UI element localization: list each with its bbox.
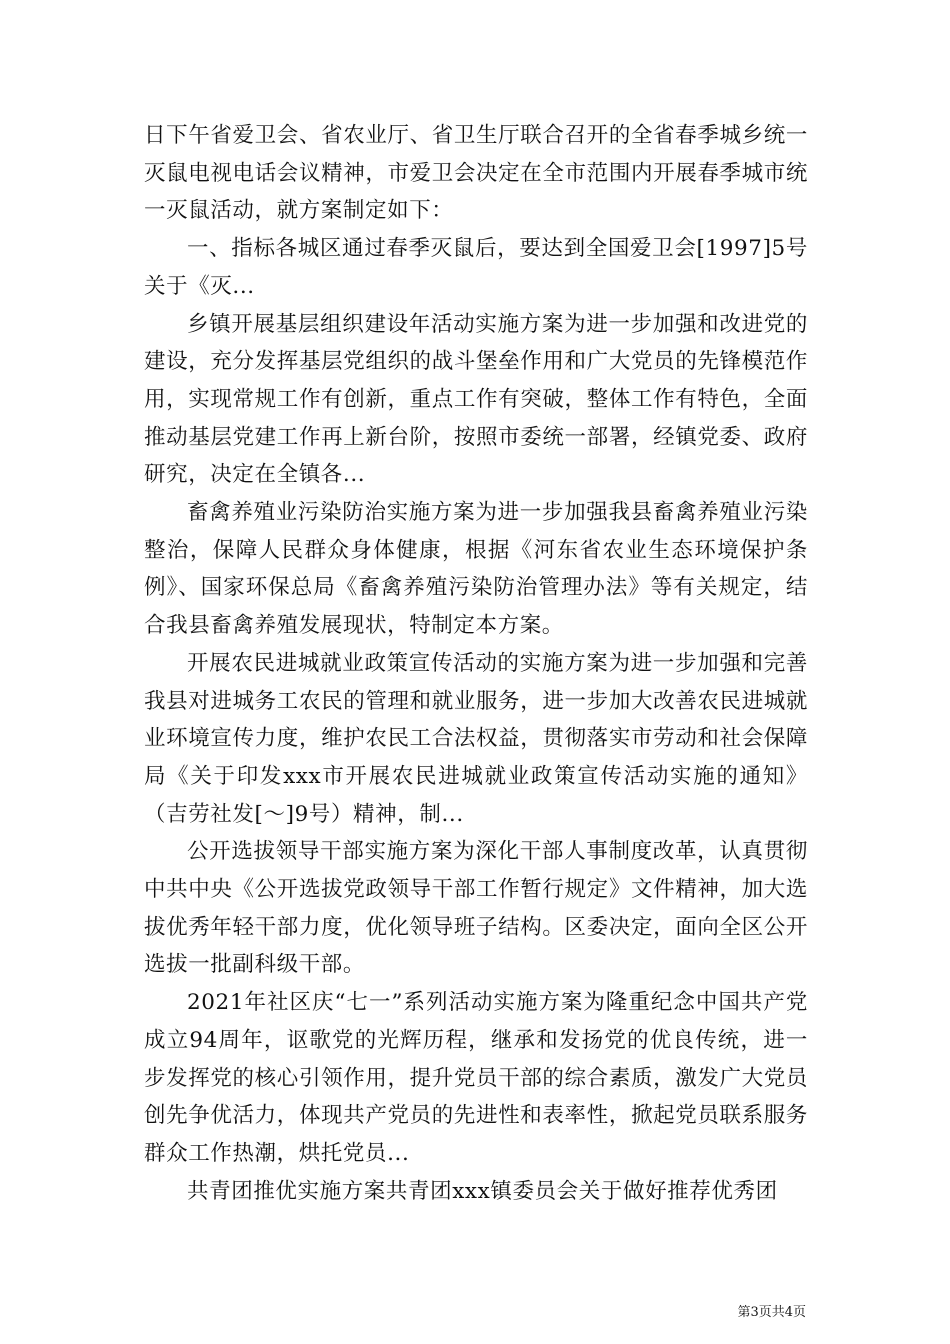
paragraph-cadre-selection: 公开选拔领导干部实施方案为深化干部人事制度改革，认真贯彻中共中央《公开选拔党政领导干部工作暂行规定》文件精神，加大选拔优秀年轻干部力度，优化领导班子结构。区委决定，面向全区公开选拔一批副科级干部。	[144, 839, 808, 978]
paragraph-rodent-control-targets: 一、指标各城区通过春季灭鼠后，要达到全国爱卫会[1997]5号关于《灭...	[144, 236, 808, 299]
paragraph-july-first-activities: 2021年社区庆“七一”系列活动实施方案为隆重纪念中国共产党成立94周年，讴歌党的光辉历程，继承和发扬党的优良传统，进一步发挥党的核心引领作用，提升党员干部的综合素质，激发广大党员创先争优活力，体现共产党员的先进性和表率性，掀起党员联系服务群众工作热潮，烘托党员...	[144, 990, 808, 1166]
document-body	[144, 117, 808, 1210]
paragraph-youth-league: 共青团推优实施方案共青团xxx镇委员会关于做好推荐优秀团	[187, 1178, 778, 1204]
paragraph-continuation: 日下午省爱卫会、省农业厅、省卫生厅联合召开的全省春季城乡统一灭鼠电视电话会议精神，市爱卫会决定在全市范围内开展春季城市统一灭鼠活动，就方案制定如下：	[144, 123, 808, 224]
paragraph-township-party-building: 乡镇开展基层组织建设年活动实施方案为进一步加强和改进党的建设，充分发挥基层党组织的战斗堡垒作用和广大党员的先锋模范作用，实现常规工作有创新，重点工作有突破，整体工作有特色，全面推动基层党建工作再上新台阶，按照市委统一部署，经镇党委、政府研究，决定在全镇各...	[144, 311, 808, 488]
page-number: 第3页共4页	[737, 1305, 806, 1320]
paragraph-migrant-employment: 开展农民进城就业政策宣传活动的实施方案为进一步加强和完善我县对进城务工农民的管理和就业服务，进一步加大改善农民进城就业环境宣传力度，维护农民工合法权益，贯彻落实市劳动和社会保障局《关于印发xxx市开展农民进城就业政策宣传活动实施的通知》（吉劳社发[～]9号）精神，制...	[144, 650, 808, 827]
paragraph-livestock-pollution: 畜禽养殖业污染防治实施方案为进一步加强我县畜禽养殖业污染整治，保障人民群众身体健康，根据《河东省农业生态环境保护条例》、国家环保总局《畜禽养殖污染防治管理办法》等有关规定，结合我县畜禽养殖发展现状，特制定本方案。	[144, 500, 808, 639]
